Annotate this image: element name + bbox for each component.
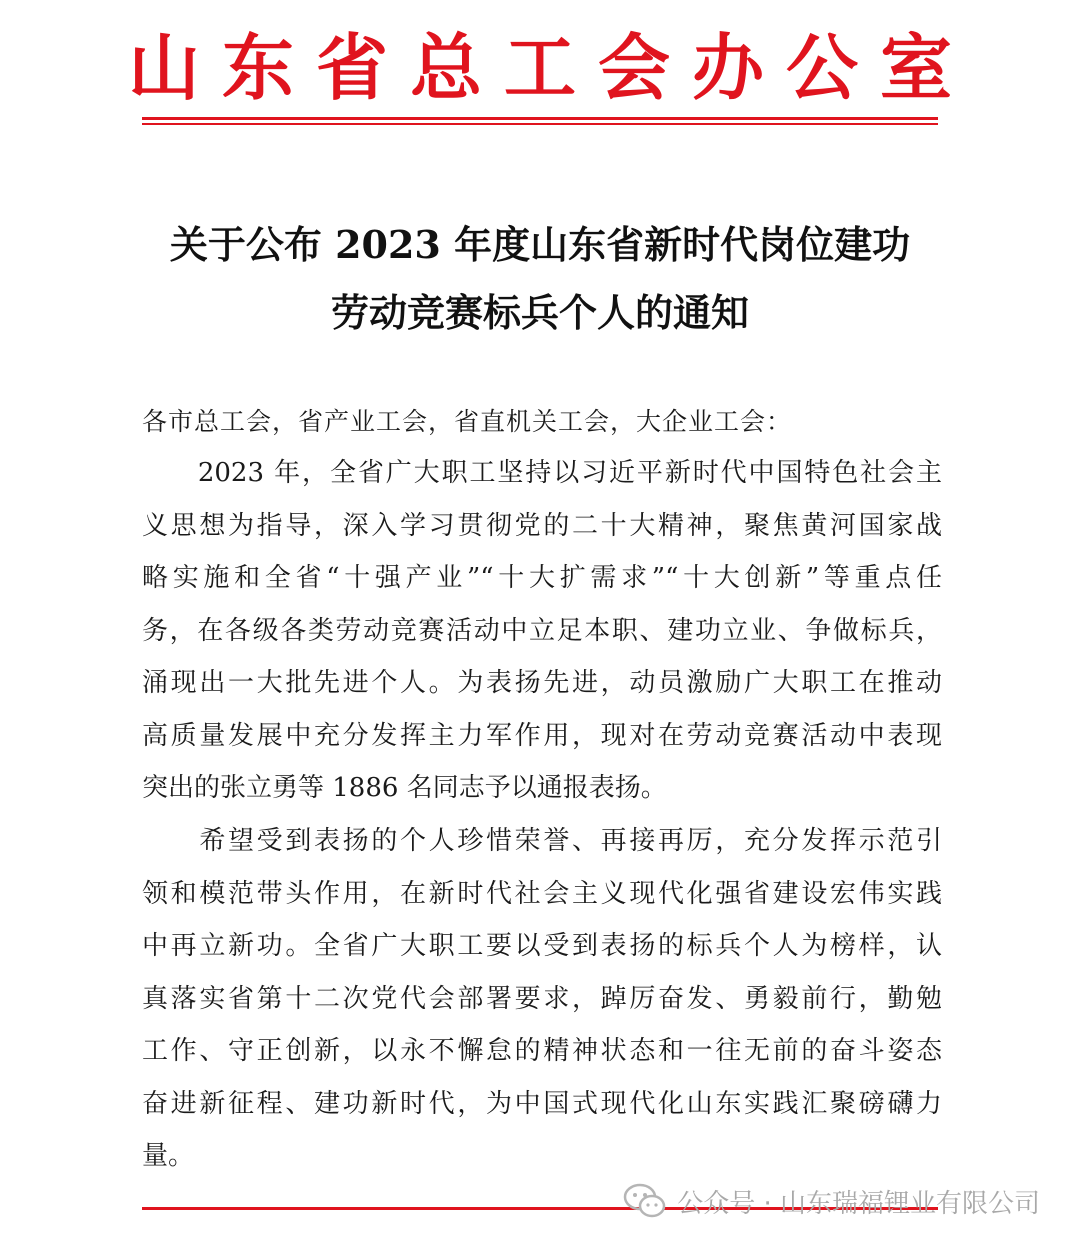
paragraph-line: 奋进新征程、建功新时代，为中国式现代化山东实践汇聚磅礴力 (142, 1088, 942, 1119)
paragraph-2 (142, 815, 942, 1183)
document-title-line-1: 关于公布 2023 年度山东省新时代岗位建功 (169, 222, 911, 267)
paragraph-line: 高质量发展中充分发挥主力军作用，现对在劳动竞赛活动中表现 (142, 720, 942, 751)
salutation: 各市总工会，省产业工会，省直机关工会，大企业工会： (142, 407, 793, 436)
paragraph-line: 义思想为指导，深入学习贯彻党的二十大精神，聚焦黄河国家战 (142, 510, 942, 541)
paragraph-line: 突出的张立勇等 1886 名同志予以通报表扬。 (142, 773, 667, 803)
paragraph-line: 务，在各级各类劳动竞赛活动中立足本职、建功立业、争做标兵， (142, 615, 942, 646)
paragraph-line: 领和模范带头作用，在新时代社会主义现代化强省建设宏伟实践 (142, 878, 942, 909)
letterhead-title: 山东省总工会办公室 (127, 26, 974, 110)
letterhead-rule-thin (142, 123, 938, 125)
paragraph-line: 工作、守正创新，以永不懈怠的精神状态和一往无前的奋斗姿态 (142, 1036, 942, 1066)
paragraph-line: 2023 年，全省广大职工坚持以习近平新时代中国特色社会主 (142, 458, 942, 488)
paragraph-line: 略实施和全省“十强产业”“十大扩需求”“十大创新”等重点任 (142, 563, 942, 593)
paragraph-line: 中再立新功。全省广大职工要以受到表扬的标兵个人为榜样，认 (142, 931, 942, 961)
watermark (623, 1179, 1040, 1223)
paragraph-line: 涌现出一大批先进个人。为表扬先进，动员激励广大职工在推动 (142, 668, 942, 698)
document-title-line-2: 劳动竞赛标兵个人的通知 (330, 290, 749, 335)
wechat-icon (623, 1181, 667, 1221)
letterhead-rule (142, 117, 938, 120)
watermark-text: 公众号 · 山东瑞福锂业有限公司 (677, 1188, 1040, 1219)
paragraph-line: 真落实省第十二次党代会部署要求，踔厉奋发、勇毅前行，勤勉 (142, 983, 942, 1014)
paragraph-line: 希望受到表扬的个人珍惜荣誉、再接再厉，充分发挥示范引 (142, 826, 942, 856)
paragraph-1 (142, 447, 942, 815)
paragraph-line: 量。 (142, 1141, 195, 1171)
